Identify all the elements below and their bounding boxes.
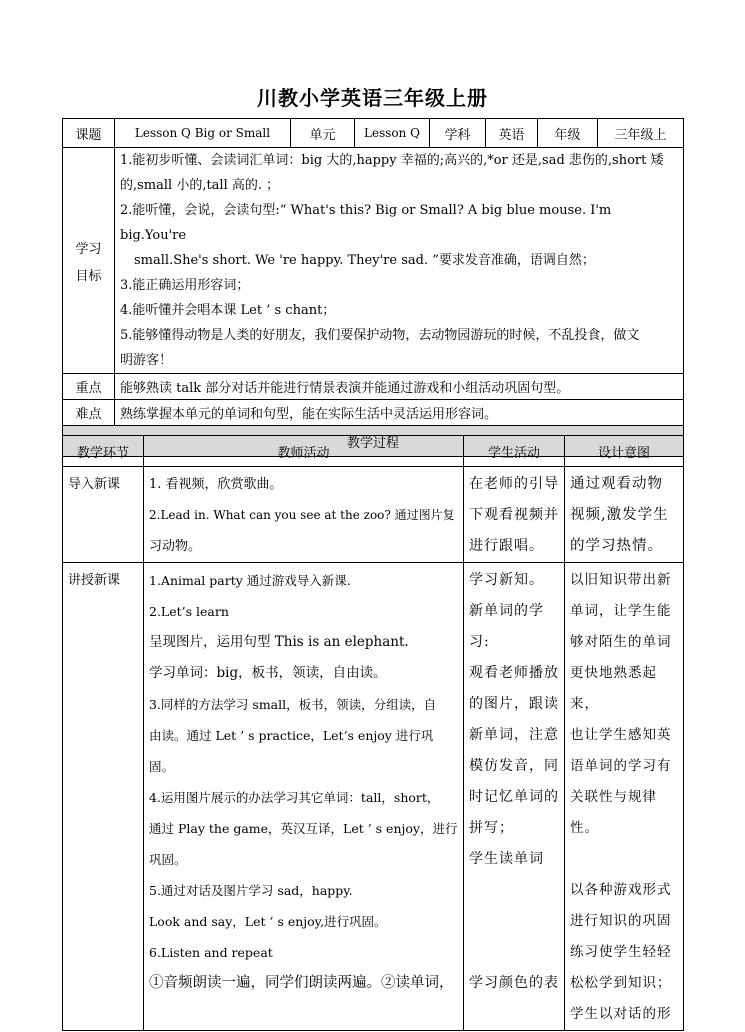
objective-line: 的,small 小的,tall 高的. ； [120, 178, 280, 193]
subject-value: 英语 [486, 119, 538, 148]
objective-line: small.She's short. We 're happy. They're sad. ”要求发音准确，语调自然； [134, 253, 595, 268]
objective-line: 5.能够懂得动物是人类的好朋友，我们要保护动物，去动物园游玩的时候，不乱投食，做文 [120, 328, 640, 343]
column-header: 学生活动 [464, 436, 565, 467]
teacher-line: 6.Listen and repeat [149, 945, 273, 960]
teacher-line: 由读。通过 Let ’ s practice，Let’s enjoy 进行巩固。 [149, 728, 434, 774]
teacher-line: 学习单词：big，板书，领读，自由读。 [149, 665, 387, 681]
teacher-line: 习动物。 [149, 539, 202, 554]
intent-line: 也让学生感知英 [570, 727, 672, 743]
student-line: 拼写； [469, 820, 514, 836]
topic-label: 课题 [63, 119, 115, 148]
objectives-label-line2: 目标 [75, 268, 102, 284]
student-line: 观看老师播放 [469, 665, 559, 681]
intent-line: 松松学到知识； [570, 975, 672, 991]
intent-line: 进行知识的巩固 [570, 913, 672, 929]
teacher-line: ①音频朗读一遍，同学们朗读两遍。②读单词， [149, 975, 454, 991]
process-table [62, 435, 684, 1031]
difficulties-row [63, 400, 684, 426]
intent-line: 关联性与规律性。 [570, 789, 657, 836]
topic-value: Lesson Q Big or Small [115, 119, 291, 148]
subject-label: 学科 [430, 119, 486, 148]
student-line [469, 875, 559, 906]
header-row [63, 119, 684, 148]
difficulties-label: 难点 [63, 400, 115, 426]
teacher-line: 4.运用图片展示的办法学习其它单词：tall，short， [149, 790, 440, 805]
teacher-line: 1.Animal party 通过游戏导入新课. [149, 573, 351, 588]
teacher-line: 3.同样的方法学习 small，板书，领读，分组读，自 [149, 697, 437, 712]
key-points-label: 重点 [63, 374, 115, 400]
process-row-new-lesson [63, 563, 684, 1031]
teacher-line: 呈现图片，运用句型 This is an elephant. [149, 634, 409, 650]
student-line [469, 937, 559, 968]
student-activity-cell [464, 563, 565, 1031]
teacher-line: 通过 Play the game，英汉互译，Let ’ s enjoy，进行 [149, 821, 458, 836]
intent-line: 单词，让学生能 [570, 603, 672, 619]
teacher-line: 2.Let’s learn [149, 604, 229, 619]
teacher-line: 1. 看视频，欣赏歌曲。 [149, 477, 283, 492]
intent-line: 视频,激发学生 [570, 507, 669, 523]
student-line: 在老师的引导 [469, 476, 559, 492]
objectives-row [63, 148, 684, 374]
intent-line: 以旧知识带出新 [570, 572, 672, 588]
intent-line: 语单词的学习有 [570, 758, 672, 774]
design-intent-cell [565, 563, 684, 1031]
student-line: 进行跟唱。 [469, 538, 544, 554]
process-heading: 教学过程 [63, 426, 684, 457]
design-intent-cell [565, 467, 684, 563]
teacher-activity-cell [144, 467, 464, 563]
objective-line: 3.能正确运用形容词； [120, 278, 250, 293]
objective-line: 明游客！ [120, 353, 173, 368]
grade-value: 三年级上 [598, 119, 684, 148]
objective-line: 4.能听懂并会唱本课 Let ’ s chant； [120, 303, 336, 318]
intent-line: 以各种游戏形式 [570, 882, 672, 898]
document-title: 川教小学英语三年级上册 [257, 86, 488, 110]
objective-line: 1.能初步听懂、会读词汇单词：big 大的,happy 幸福的;高兴的,*or 还是,sad 悲伤的,short 矮 [120, 153, 664, 168]
key-points-text: 能够熟读 talk 部分对话并能进行情景表演并能通过游戏和小组活动巩固句型。 [115, 374, 684, 400]
intent-line: 练习使学生轻轻 [570, 944, 672, 960]
key-points-row [63, 374, 684, 400]
intent-line: 更快地熟悉起来， [570, 665, 657, 712]
student-line: 模仿发音，同 [469, 758, 559, 774]
intent-line: 学生以对话的形 [570, 1006, 672, 1022]
grade-label: 年级 [538, 119, 598, 148]
student-line: 的图片，跟读 [469, 696, 559, 712]
intent-line: 通过观看动物 [570, 476, 663, 492]
process-row-intro [63, 467, 684, 563]
difficulties-text: 熟练掌握本单元的单词和句型，能在实际生活中灵活运用形容词。 [115, 400, 684, 426]
lesson-plan-table [62, 118, 684, 457]
column-header: 教学环节 [63, 436, 144, 467]
student-line: 新单词的学习: [469, 603, 544, 650]
student-activity-cell [464, 467, 565, 563]
column-header: 设计意图 [565, 436, 684, 467]
student-line: 新单词，注意 [469, 727, 559, 743]
objective-line: 2.能听懂，会说，会读句型:“ What's this? Big or Small? A big blue mouse. I'm big.You're [120, 203, 612, 243]
stage-cell: 导入新课 [63, 467, 144, 563]
objectives-label [63, 148, 115, 374]
student-line: 学生读单词 [469, 851, 544, 867]
objectives-label-line1: 学习 [75, 241, 102, 257]
teacher-line: 5.通过对话及图片学习 sad，happy. [149, 883, 353, 898]
unit-label: 单元 [291, 119, 355, 148]
unit-value: Lesson Q [355, 119, 430, 148]
student-line: 学习新知。 [469, 572, 544, 588]
teacher-activity-cell [144, 563, 464, 1031]
student-line: 时记忆单词的 [469, 789, 559, 805]
objectives-content [115, 148, 684, 374]
column-header: 教师活动 [144, 436, 464, 467]
teacher-line: 巩固。 [149, 852, 187, 867]
process-columns-row [63, 436, 684, 467]
teacher-line: Look and say，Let ’ s enjoy,进行巩固。 [149, 914, 387, 929]
intent-line: 的学习热情。 [570, 538, 663, 554]
student-line: 学习颜色的表 [469, 975, 559, 991]
student-line [469, 906, 559, 937]
intent-line [570, 844, 678, 875]
intent-line: 够对陌生的单词 [570, 634, 672, 650]
teacher-line: 2.Lead in. What can you see at the zoo? 通过图片复 [149, 508, 455, 522]
student-line: 下观看视频并 [469, 507, 559, 523]
stage-cell: 讲授新课 [63, 563, 144, 1031]
